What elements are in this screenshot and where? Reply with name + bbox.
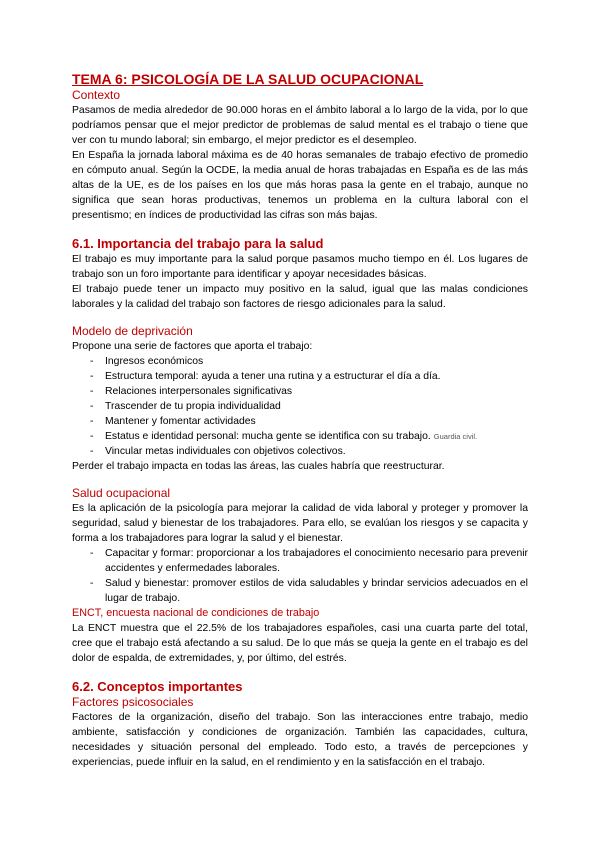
- factores-heading: Factores psicosociales: [72, 695, 194, 709]
- page-title: TEMA 6: PSICOLOGÍA DE LA SALUD OCUPACIONAL: [72, 71, 424, 87]
- salud-paragraph-1: Es la aplicación de la psicología para mejorar la calidad de vida laboral y proteger y promover la seguridad, salud y bienestar de los trabajadores. Para ello, se evalúan los riesgos y se capacita y forma a los trabajadores para lograr la salud y el bienestar.: [72, 503, 528, 544]
- list-item-text: Estatus e identidad personal: mucha gente se identifica con su trabajo.: [105, 431, 431, 442]
- section-6-1-heading: 6.1. Importancia del trabajo para la salud: [72, 236, 324, 251]
- salud-list: [72, 546, 528, 606]
- enct-paragraph: La ENCT muestra que el 22.5% de los trabajadores españoles, casi una cuarta parte del total, cree que el trabajo está afectando a su salud. De lo que más se queja la gente en el trabajo es del dolor de espalda, de extremidades, y, por último, del estrés.: [72, 623, 528, 664]
- salud-heading: Salud ocupacional: [72, 486, 171, 500]
- list-item: - Trascender de tu propia individualidad: [72, 399, 528, 414]
- list-item-with-note: [72, 429, 528, 444]
- list-item: - Estructura temporal: ayuda a tener una rutina y a estructurar el día a día.: [72, 369, 528, 384]
- section-6-1-paragraph-2: El trabajo puede tener un impacto muy positivo en la salud, igual que las malas condiciones laborales y la calidad del trabajo son factores de riesgo adicionales para la salud.: [72, 284, 528, 310]
- deprivacion-outro: Perder el trabajo impacta en todas las áreas, las cuales habría que reestructurar.: [72, 461, 445, 472]
- margin-note: Guardia civil.: [433, 432, 478, 441]
- list-item: - Mantener y fomentar actividades: [72, 414, 528, 429]
- section-6-1-paragraph-1: El trabajo es muy importante para la salud porque pasamos mucho tiempo en él. Los lugares de trabajo son un foro importante para identificar y apoyar necesidades básicas.: [72, 254, 528, 280]
- enct-heading: ENCT, encuesta nacional de condiciones de trabajo: [72, 607, 320, 619]
- contexto-paragraph-1: Pasamos de media alrededor de 90.000 horas en el ámbito laboral a lo largo de la vida, por lo que podríamos pensar que el mejor predictor de problemas de salud mental es el trabajo o tiene que ver con tu mundo laboral; sin embargo, el mejor predictor es el desempleo.: [72, 105, 528, 146]
- document-page: [72, 70, 528, 770]
- deprivacion-heading: Modelo de deprivación: [72, 324, 193, 338]
- list-item: - Vincular metas individuales con objetivos colectivos.: [72, 444, 528, 459]
- section-6-2-heading: 6.2. Conceptos importantes: [72, 679, 243, 694]
- list-item: - Salud y bienestar: promover estilos de vida saludables y brindar servicios adecuados en el lugar de trabajo.: [72, 576, 528, 606]
- section-6-2-paragraph-1: Factores de la organización, diseño del trabajo. Son las interacciones entre trabajo, medio ambiente, satisfacción y condiciones de organización. También las capacidades, cultura, necesidades y situación personal del empleado. Todo esto, a través de percepciones y experiencias, puede influir en la salud, en el rendimiento y en la satisfacción en el trabajo.: [72, 712, 528, 768]
- list-item: - Capacitar y formar: proporcionar a los trabajadores el conocimiento necesario para prevenir accidentes y enfermedades laborales.: [72, 546, 528, 576]
- contexto-paragraph-2: En España la jornada laboral máxima es de 40 horas semanales de trabajo efectivo de promedio en cómputo anual. Según la OCDE, la media anual de horas trabajadas en España es de las más altas de la UE, es de los países en los que más horas pasa la gente en el trabajo, aunque no significa que sean horas productivas, tenemos un problema en la cultura laboral con el presentismo; en índices de productividad las cifras son más bajas.: [72, 150, 528, 221]
- deprivacion-intro: Propone una serie de factores que aporta el trabajo:: [72, 341, 313, 352]
- list-item: - Ingresos económicos: [72, 354, 528, 369]
- list-item: - Relaciones interpersonales significativas: [72, 384, 528, 399]
- deprivacion-list: [72, 354, 528, 459]
- contexto-heading: Contexto: [72, 88, 121, 102]
